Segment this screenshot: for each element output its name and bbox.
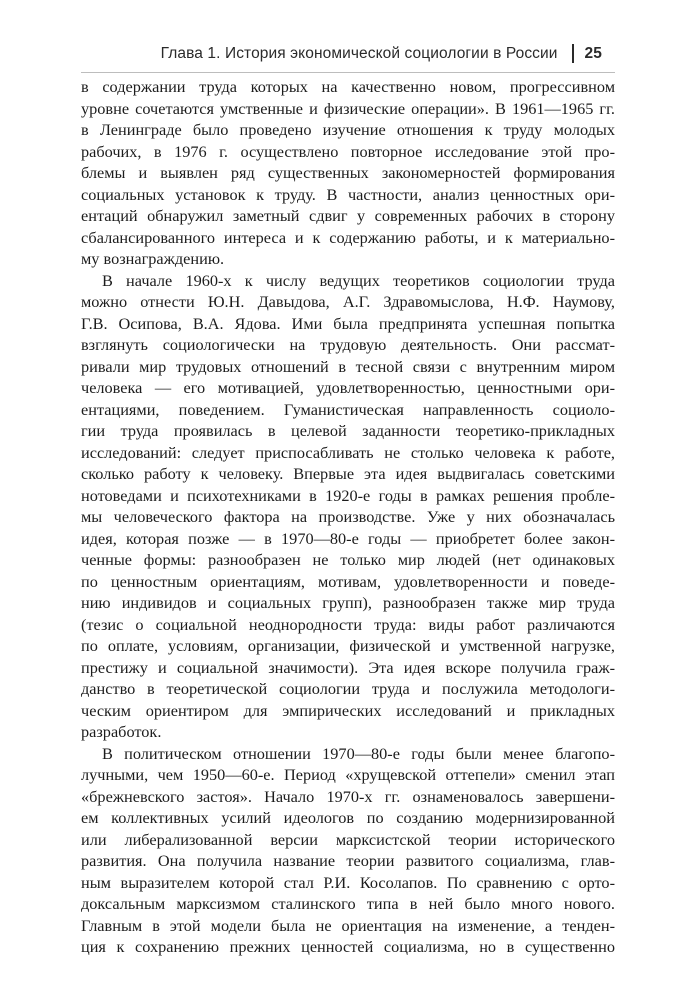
running-header bbox=[161, 44, 602, 63]
text-line: лучными, чем 1950—60-е. Период «хрущевской оттепели» сменил этап bbox=[81, 765, 615, 784]
header-separator bbox=[572, 44, 574, 63]
text-line: Г.В. Осипова, В.А. Ядова. Ими была предпринята успешная попытка bbox=[81, 313, 615, 333]
text-line: развития. Она получила название теории развитого социализма, глав- bbox=[81, 851, 615, 870]
text-line: мы человеческого фактора на производстве. Уже у них обозначалась bbox=[81, 507, 615, 526]
text-line: ентациями, поведением. Гуманистическая направленность социоло- bbox=[81, 399, 615, 419]
body-text bbox=[81, 76, 615, 958]
text-line: по ценностным ориентациям, мотивам, удовлетворенности и поведе- bbox=[81, 571, 615, 591]
text-line: му вознаграждению. bbox=[81, 249, 225, 268]
text-line: блемы и выявлен ряд существенных закономерностей формирования bbox=[81, 163, 615, 182]
text-line: В политическом отношении 1970—80-е годы были менее благопо- bbox=[102, 743, 615, 763]
text-line: исследований: следует приспосабливать не столько человека к работе, bbox=[81, 442, 615, 462]
text-line: идея, которая позже — в 1970—80-е годы — приобретет более закон- bbox=[81, 528, 615, 548]
text-line: в содержании труда которых на качественно новом, прогрессивном bbox=[81, 77, 615, 96]
text-line: нотоведами и психотехниками в 1920-е годы в рамках решения пробле- bbox=[81, 485, 615, 505]
text-line: человека — его мотивацией, удовлетворенностью, ценностными ори- bbox=[81, 378, 615, 397]
text-line: уровне сочетаются умственные и физические операции». В 1961—1965 гг. bbox=[81, 98, 615, 118]
text-line: ция к сохранению прежних ценностей социализма, но в существенно bbox=[81, 937, 615, 956]
text-line: ным выразителем которой стал Р.И. Косолапов. По сравнению с орто- bbox=[81, 872, 615, 892]
text-line: гии труда проявилась в целевой заданности теоретико-прикладных bbox=[81, 421, 615, 440]
text-line: Главным в этой модели была не ориентация на изменение, а тенден- bbox=[81, 915, 615, 935]
text-line: сколько работу к человеку. Впервые эта идея выдвигалась советскими bbox=[81, 464, 615, 483]
text-line: доксальным марксизмом сталинского типа в ней было много нового. bbox=[81, 894, 615, 913]
text-line: ченные формы: разнообразен не только мир людей (нет одинаковых bbox=[81, 550, 615, 569]
text-line: социальных установок к труду. В частности, анализ ценностных ори- bbox=[81, 184, 615, 204]
text-line: ем коллективных усилий идеологов по созданию модернизированной bbox=[81, 808, 615, 827]
page-number: 25 bbox=[584, 44, 602, 62]
text-line: рабочих, в 1976 г. осуществлено повторное исследование этой про- bbox=[81, 141, 615, 161]
text-line: ентаций обнаружил заметный сдвиг у современных рабочих в сторону bbox=[81, 206, 615, 225]
text-line: разработок. bbox=[81, 722, 162, 741]
chapter-title: Глава 1. История экономической социологии в России bbox=[160, 44, 558, 62]
header-rule bbox=[81, 72, 615, 73]
text-line: можно отнести Ю.Н. Давыдова, А.Г. Здравомыслова, Н.Ф. Наумову, bbox=[81, 292, 615, 311]
text-line: по оплате, условиям, организации, физической и умственной нагрузке, bbox=[81, 636, 615, 655]
text-line: В начале 1960-х к числу ведущих теоретиков социологии труда bbox=[102, 270, 615, 290]
text-line: (тезис о социальной неоднородности труда: виды работ различаются bbox=[81, 614, 615, 634]
text-line: ческим ориентиром для эмпирических исследований и прикладных bbox=[81, 700, 615, 720]
text-line: данство в теоретической социологии труда и послужила методологи- bbox=[81, 679, 615, 698]
text-line: в Ленинграде было проведено изучение отношения к труду молодых bbox=[81, 120, 615, 139]
text-line: нию индивидов и социальных групп), разнообразен также мир труда bbox=[81, 593, 615, 612]
text-line: ривали мир трудовых отношений в тесной связи с внутренним миром bbox=[81, 356, 615, 376]
text-line: взглянуть социологически на трудовую деятельность. Они рассмат- bbox=[81, 335, 615, 354]
text-line: престижу и социальной значимости). Эта идея вскоре получила граж- bbox=[81, 657, 615, 677]
text-line: «брежневского застоя». Начало 1970-х гг. ознаменовалось завершени- bbox=[81, 786, 615, 806]
text-line: или либерализованной версии марксистской теории исторического bbox=[81, 829, 615, 849]
text-line: сбалансированного интереса и к содержанию работы, и к материально- bbox=[81, 227, 615, 247]
